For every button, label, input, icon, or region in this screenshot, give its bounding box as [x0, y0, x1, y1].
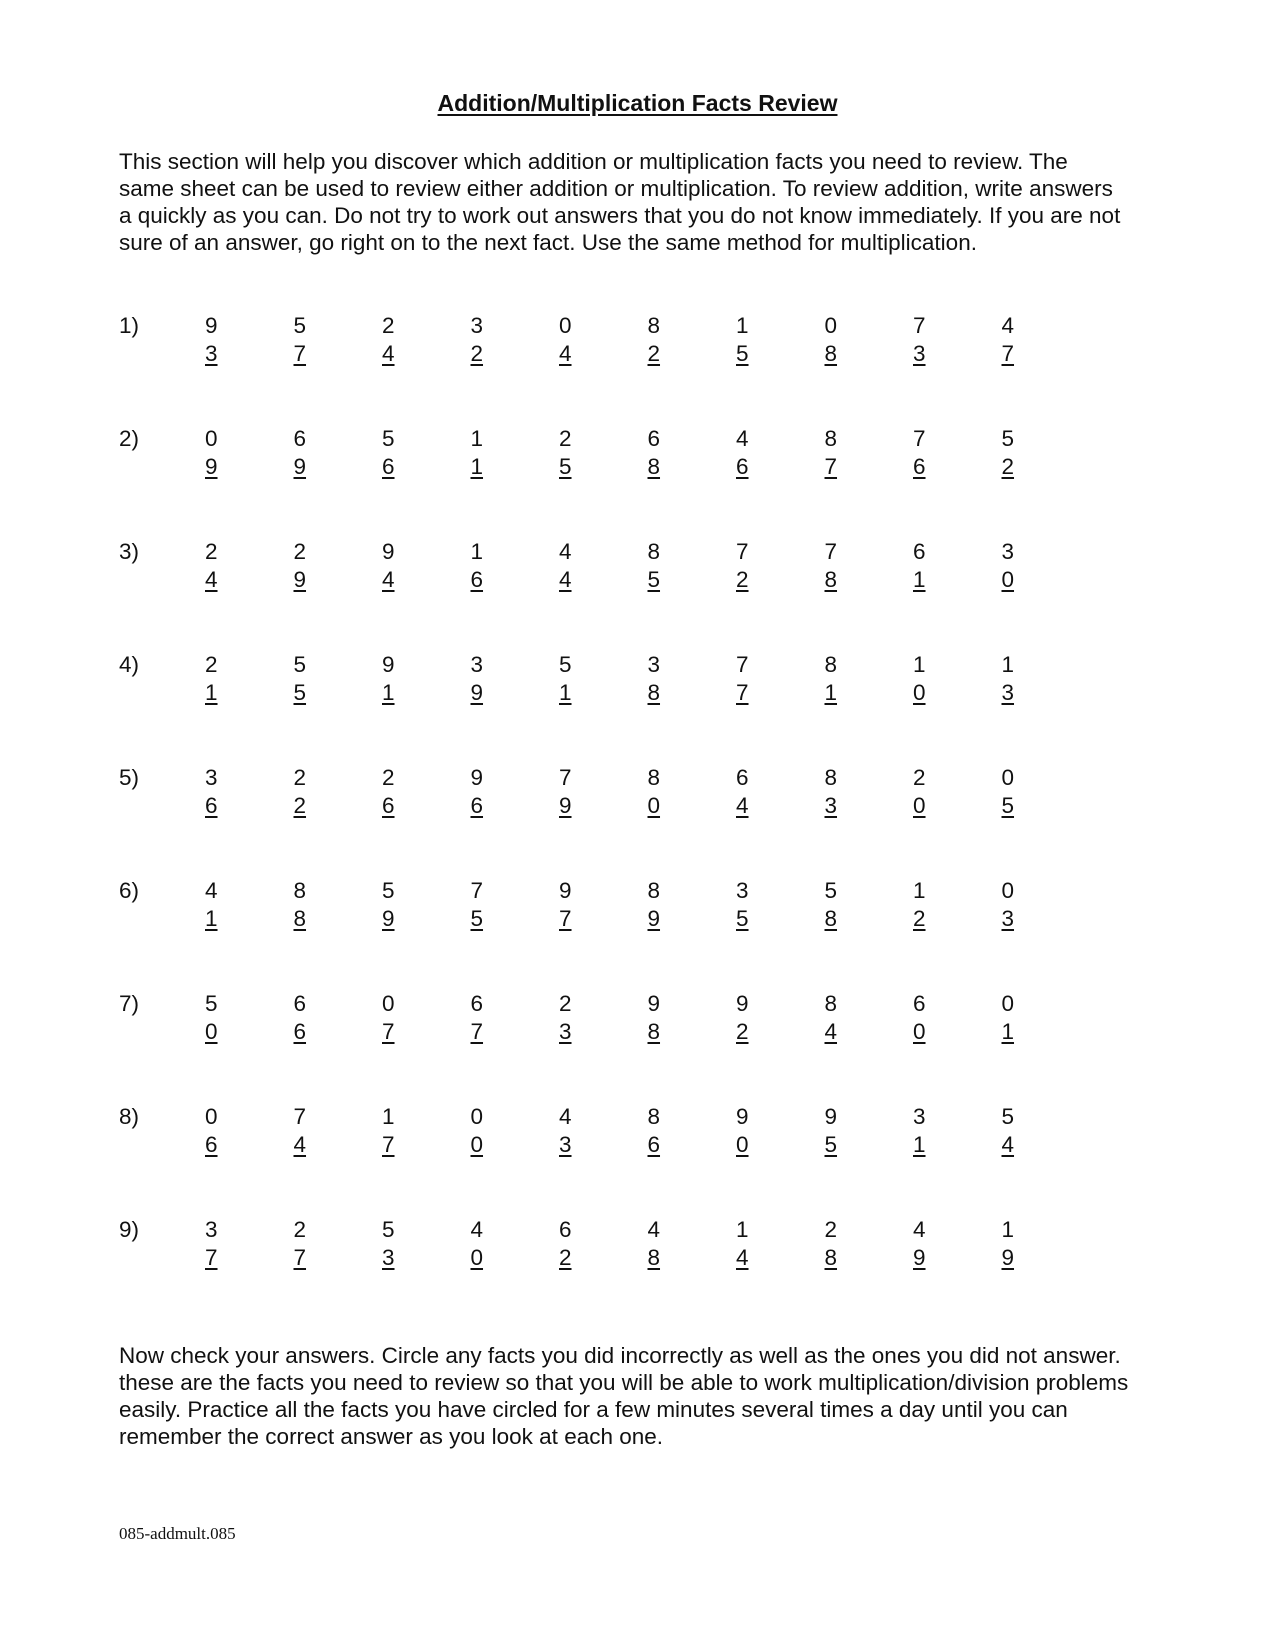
fact-bottom-number: 8 [824, 341, 838, 366]
fact-top-number: 4 [559, 1104, 572, 1129]
fact-item [382, 877, 412, 933]
fact-item [736, 990, 766, 1046]
fact-top-number: 0 [205, 426, 218, 451]
fact-top-number: 6 [470, 991, 484, 1016]
fact-item [913, 1103, 943, 1159]
fact-bottom-number: 7 [205, 1245, 218, 1270]
fact-item [736, 1216, 766, 1272]
fact-bottom-number: 9 [205, 454, 218, 479]
fact-top-number: 9 [824, 1104, 838, 1129]
fact-item [294, 1216, 324, 1272]
fact-top-number: 2 [913, 765, 926, 790]
fact-item [648, 425, 678, 481]
fact-item [825, 1103, 855, 1159]
fact-top-number: 8 [293, 878, 307, 903]
fact-item [205, 877, 235, 933]
fact-item [559, 764, 589, 820]
fact-item [471, 425, 501, 481]
fact-item [382, 312, 412, 368]
fact-item [648, 1216, 678, 1272]
footer-code: 085-addmult.085 [119, 1524, 236, 1543]
fact-item [736, 651, 766, 707]
fact-top-number: 2 [559, 426, 572, 451]
fact-bottom-number: 3 [559, 1019, 572, 1044]
fact-top-number: 4 [647, 1217, 661, 1242]
fact-bottom-number: 1 [382, 680, 395, 705]
fact-item [913, 312, 943, 368]
fact-row [119, 1103, 1069, 1173]
fact-item [382, 538, 412, 594]
fact-bottom-number: 2 [559, 1245, 572, 1270]
row-number: 7) [119, 991, 140, 1016]
outro-paragraph: Now check your answers. Circle any facts you did incorrectly as well as the ones you did not answer. these are the facts you need to review so that you will be able to work multiplication/division problems easily. Practice all the facts you have circled for a few minutes several times a day until you can remember the correct answer as you look at each one. [119, 1343, 1129, 1449]
fact-bottom-number: 0 [205, 1019, 218, 1044]
fact-bottom-number: 8 [647, 1019, 661, 1044]
fact-top-number: 0 [559, 313, 572, 338]
fact-bottom-number: 0 [470, 1245, 484, 1270]
fact-top-number: 4 [559, 539, 572, 564]
fact-top-number: 0 [205, 1104, 218, 1129]
fact-bottom-number: 5 [1001, 793, 1015, 818]
fact-bottom-number: 2 [647, 341, 661, 366]
fact-bottom-number: 4 [293, 1132, 307, 1157]
fact-item [294, 764, 324, 820]
fact-top-number: 3 [736, 878, 749, 903]
fact-bottom-number: 9 [913, 1245, 926, 1270]
fact-item [1002, 990, 1032, 1046]
fact-item [913, 764, 943, 820]
fact-item [825, 877, 855, 933]
fact-top-number: 8 [647, 539, 661, 564]
fact-item [736, 877, 766, 933]
fact-item [294, 990, 324, 1046]
fact-top-number: 9 [647, 991, 661, 1016]
fact-row [119, 312, 1069, 382]
fact-item [471, 990, 501, 1046]
fact-bottom-number: 4 [824, 1019, 838, 1044]
fact-bottom-number: 2 [736, 1019, 749, 1044]
fact-top-number: 9 [736, 991, 749, 1016]
fact-item [1002, 764, 1032, 820]
fact-top-number: 2 [205, 652, 218, 677]
fact-bottom-number: 5 [559, 454, 572, 479]
fact-item [825, 312, 855, 368]
fact-top-number: 5 [205, 991, 218, 1016]
fact-top-number: 7 [559, 765, 572, 790]
fact-item [294, 877, 324, 933]
fact-top-number: 5 [293, 313, 307, 338]
fact-bottom-number: 0 [647, 793, 661, 818]
fact-top-number: 7 [913, 426, 926, 451]
fact-item [471, 651, 501, 707]
fact-bottom-number: 9 [647, 906, 661, 931]
fact-bottom-number: 5 [736, 906, 749, 931]
fact-bottom-number: 6 [647, 1132, 661, 1157]
fact-bottom-number: 1 [205, 906, 218, 931]
fact-top-number: 9 [205, 313, 218, 338]
fact-bottom-number: 5 [824, 1132, 838, 1157]
fact-top-number: 4 [205, 878, 218, 903]
fact-top-number: 5 [382, 426, 395, 451]
fact-bottom-number: 9 [382, 906, 395, 931]
fact-item [825, 425, 855, 481]
fact-top-number: 1 [1001, 652, 1015, 677]
fact-item [294, 1103, 324, 1159]
fact-bottom-number: 0 [913, 793, 926, 818]
fact-row [119, 1216, 1069, 1286]
fact-item [382, 425, 412, 481]
fact-bottom-number: 7 [1001, 341, 1015, 366]
fact-item [205, 538, 235, 594]
fact-bottom-number: 6 [736, 454, 749, 479]
fact-bottom-number: 5 [293, 680, 307, 705]
fact-row [119, 877, 1069, 947]
fact-item [382, 1216, 412, 1272]
fact-item [559, 877, 589, 933]
fact-bottom-number: 6 [470, 793, 484, 818]
fact-bottom-number: 1 [470, 454, 484, 479]
fact-top-number: 5 [824, 878, 838, 903]
fact-item [1002, 1216, 1032, 1272]
fact-bottom-number: 6 [205, 1132, 218, 1157]
fact-top-number: 2 [382, 313, 395, 338]
fact-item [736, 764, 766, 820]
fact-bottom-number: 4 [382, 341, 395, 366]
fact-item [648, 764, 678, 820]
fact-bottom-number: 6 [470, 567, 484, 592]
fact-bottom-number: 1 [205, 680, 218, 705]
fact-item [294, 538, 324, 594]
fact-item [1002, 312, 1032, 368]
fact-item [205, 1216, 235, 1272]
fact-bottom-number: 4 [736, 793, 749, 818]
fact-top-number: 7 [913, 313, 926, 338]
fact-top-number: 0 [382, 991, 395, 1016]
fact-item [471, 764, 501, 820]
fact-bottom-number: 4 [559, 567, 572, 592]
fact-top-number: 5 [382, 878, 395, 903]
fact-item [736, 425, 766, 481]
fact-bottom-number: 7 [293, 341, 307, 366]
fact-bottom-number: 2 [736, 567, 749, 592]
row-number: 5) [119, 765, 140, 790]
fact-bottom-number: 3 [205, 341, 218, 366]
fact-bottom-number: 0 [470, 1132, 484, 1157]
fact-bottom-number: 1 [913, 1132, 926, 1157]
fact-item [559, 990, 589, 1046]
fact-item [205, 312, 235, 368]
fact-item [205, 1103, 235, 1159]
fact-bottom-number: 2 [470, 341, 484, 366]
fact-top-number: 3 [205, 765, 218, 790]
fact-bottom-number: 8 [824, 567, 838, 592]
fact-bottom-number: 3 [559, 1132, 572, 1157]
fact-item [1002, 651, 1032, 707]
fact-top-number: 8 [647, 878, 661, 903]
fact-bottom-number: 0 [913, 680, 926, 705]
fact-bottom-number: 8 [824, 1245, 838, 1270]
fact-item [294, 651, 324, 707]
fact-item [825, 764, 855, 820]
fact-bottom-number: 2 [293, 793, 307, 818]
fact-bottom-number: 9 [470, 680, 484, 705]
fact-bottom-number: 4 [382, 567, 395, 592]
fact-item [913, 538, 943, 594]
fact-top-number: 8 [647, 313, 661, 338]
fact-top-number: 1 [913, 878, 926, 903]
row-number: 6) [119, 878, 140, 903]
fact-top-number: 9 [736, 1104, 749, 1129]
fact-top-number: 8 [824, 426, 838, 451]
fact-item [825, 651, 855, 707]
fact-top-number: 9 [382, 652, 395, 677]
fact-bottom-number: 1 [824, 680, 838, 705]
fact-item [648, 990, 678, 1046]
fact-bottom-number: 9 [1001, 1245, 1015, 1270]
fact-item [559, 425, 589, 481]
fact-item [471, 1216, 501, 1272]
fact-bottom-number: 6 [382, 454, 395, 479]
fact-bottom-number: 7 [559, 906, 572, 931]
fact-item [559, 312, 589, 368]
fact-top-number: 4 [913, 1217, 926, 1242]
row-number: 4) [119, 652, 140, 677]
fact-top-number: 1 [470, 426, 484, 451]
fact-top-number: 3 [647, 652, 661, 677]
fact-top-number: 7 [470, 878, 484, 903]
fact-bottom-number: 6 [382, 793, 395, 818]
fact-top-number: 6 [647, 426, 661, 451]
fact-item [825, 538, 855, 594]
fact-top-number: 8 [647, 765, 661, 790]
fact-row [119, 990, 1069, 1060]
fact-item [648, 312, 678, 368]
fact-bottom-number: 0 [736, 1132, 749, 1157]
fact-item [648, 877, 678, 933]
fact-bottom-number: 9 [293, 454, 307, 479]
fact-item [648, 1103, 678, 1159]
fact-top-number: 8 [824, 765, 838, 790]
fact-bottom-number: 6 [293, 1019, 307, 1044]
fact-top-number: 6 [559, 1217, 572, 1242]
fact-bottom-number: 9 [559, 793, 572, 818]
fact-top-number: 0 [1001, 765, 1015, 790]
fact-top-number: 5 [293, 652, 307, 677]
fact-item [913, 990, 943, 1046]
fact-item [382, 990, 412, 1046]
fact-top-number: 8 [824, 991, 838, 1016]
fact-item [559, 651, 589, 707]
fact-top-number: 6 [913, 539, 926, 564]
fact-item [559, 538, 589, 594]
fact-item [294, 312, 324, 368]
fact-bottom-number: 3 [1001, 680, 1015, 705]
fact-bottom-number: 8 [824, 906, 838, 931]
fact-top-number: 7 [736, 652, 749, 677]
fact-item [471, 877, 501, 933]
fact-top-number: 3 [1001, 539, 1015, 564]
fact-row [119, 538, 1069, 608]
fact-top-number: 9 [382, 539, 395, 564]
fact-bottom-number: 0 [1001, 567, 1015, 592]
fact-top-number: 1 [470, 539, 484, 564]
fact-bottom-number: 8 [647, 680, 661, 705]
fact-bottom-number: 7 [382, 1132, 395, 1157]
fact-top-number: 1 [736, 313, 749, 338]
fact-item [825, 990, 855, 1046]
fact-top-number: 6 [293, 426, 307, 451]
fact-item [1002, 425, 1032, 481]
fact-item [1002, 538, 1032, 594]
fact-bottom-number: 1 [559, 680, 572, 705]
fact-item [1002, 877, 1032, 933]
fact-top-number: 2 [205, 539, 218, 564]
fact-top-number: 7 [824, 539, 838, 564]
fact-item [913, 425, 943, 481]
row-number: 2) [119, 426, 140, 451]
fact-top-number: 4 [470, 1217, 484, 1242]
page-title: Addition/Multiplication Facts Review [437, 90, 838, 116]
fact-row [119, 764, 1069, 834]
fact-bottom-number: 4 [559, 341, 572, 366]
fact-item [648, 651, 678, 707]
fact-top-number: 2 [293, 1217, 307, 1242]
fact-top-number: 0 [824, 313, 838, 338]
fact-top-number: 1 [1001, 1217, 1015, 1242]
fact-row [119, 425, 1069, 495]
fact-top-number: 4 [1001, 313, 1015, 338]
fact-bottom-number: 2 [1001, 454, 1015, 479]
fact-top-number: 2 [293, 539, 307, 564]
fact-top-number: 1 [736, 1217, 749, 1242]
fact-bottom-number: 5 [470, 906, 484, 931]
fact-bottom-number: 4 [205, 567, 218, 592]
fact-bottom-number: 5 [736, 341, 749, 366]
fact-top-number: 3 [470, 313, 484, 338]
fact-bottom-number: 0 [913, 1019, 926, 1044]
fact-bottom-number: 8 [647, 454, 661, 479]
row-number: 9) [119, 1217, 140, 1242]
fact-top-number: 6 [293, 991, 307, 1016]
fact-item [471, 538, 501, 594]
fact-item [559, 1103, 589, 1159]
fact-item [648, 538, 678, 594]
row-number: 8) [119, 1104, 140, 1129]
fact-item [825, 1216, 855, 1272]
fact-bottom-number: 3 [382, 1245, 395, 1270]
fact-bottom-number: 4 [1001, 1132, 1015, 1157]
fact-bottom-number: 1 [1001, 1019, 1015, 1044]
fact-bottom-number: 8 [293, 906, 307, 931]
fact-item [205, 651, 235, 707]
fact-bottom-number: 9 [293, 567, 307, 592]
fact-bottom-number: 3 [1001, 906, 1015, 931]
fact-top-number: 5 [382, 1217, 395, 1242]
fact-bottom-number: 6 [913, 454, 926, 479]
fact-top-number: 3 [913, 1104, 926, 1129]
fact-top-number: 3 [470, 652, 484, 677]
fact-item [205, 990, 235, 1046]
fact-item [913, 651, 943, 707]
fact-top-number: 7 [293, 1104, 307, 1129]
fact-top-number: 8 [647, 1104, 661, 1129]
fact-bottom-number: 7 [824, 454, 838, 479]
fact-top-number: 0 [1001, 878, 1015, 903]
fact-bottom-number: 3 [824, 793, 838, 818]
fact-top-number: 5 [1001, 1104, 1015, 1129]
fact-top-number: 1 [913, 652, 926, 677]
fact-bottom-number: 2 [913, 906, 926, 931]
fact-top-number: 9 [470, 765, 484, 790]
fact-top-number: 2 [382, 765, 395, 790]
fact-item [294, 425, 324, 481]
fact-item [382, 764, 412, 820]
fact-bottom-number: 7 [382, 1019, 395, 1044]
fact-top-number: 5 [559, 652, 572, 677]
fact-bottom-number: 7 [470, 1019, 484, 1044]
fact-top-number: 6 [736, 765, 749, 790]
fact-top-number: 3 [205, 1217, 218, 1242]
fact-item [736, 1103, 766, 1159]
fact-item [1002, 1103, 1032, 1159]
fact-top-number: 2 [824, 1217, 838, 1242]
fact-item [382, 651, 412, 707]
fact-bottom-number: 7 [293, 1245, 307, 1270]
fact-top-number: 2 [559, 991, 572, 1016]
fact-item [913, 877, 943, 933]
fact-item [913, 1216, 943, 1272]
fact-top-number: 6 [913, 991, 926, 1016]
fact-item [471, 1103, 501, 1159]
fact-item [382, 1103, 412, 1159]
fact-item [205, 764, 235, 820]
fact-bottom-number: 6 [205, 793, 218, 818]
fact-item [471, 312, 501, 368]
fact-item [736, 312, 766, 368]
fact-top-number: 7 [736, 539, 749, 564]
fact-top-number: 2 [293, 765, 307, 790]
fact-top-number: 4 [736, 426, 749, 451]
fact-top-number: 5 [1001, 426, 1015, 451]
fact-bottom-number: 1 [913, 567, 926, 592]
fact-top-number: 0 [470, 1104, 484, 1129]
row-number: 3) [119, 539, 140, 564]
fact-top-number: 8 [824, 652, 838, 677]
fact-item [736, 538, 766, 594]
intro-paragraph: This section will help you discover which addition or multiplication facts you need to review. The same sheet can be used to review either addition or multiplication. To review addition, write answers a quickly as you can. Do not try to work out answers that you do not know immediately. If you are not sure of an answer, go right on to the next fact. Use the same method for multiplication. [119, 149, 1121, 255]
fact-bottom-number: 7 [736, 680, 749, 705]
fact-bottom-number: 8 [647, 1245, 661, 1270]
fact-bottom-number: 5 [647, 567, 661, 592]
fact-bottom-number: 3 [913, 341, 926, 366]
fact-item [559, 1216, 589, 1272]
fact-top-number: 0 [1001, 991, 1015, 1016]
fact-bottom-number: 4 [736, 1245, 749, 1270]
fact-item [205, 425, 235, 481]
fact-top-number: 9 [559, 878, 572, 903]
fact-row [119, 651, 1069, 721]
fact-top-number: 1 [382, 1104, 395, 1129]
row-number: 1) [119, 313, 140, 338]
